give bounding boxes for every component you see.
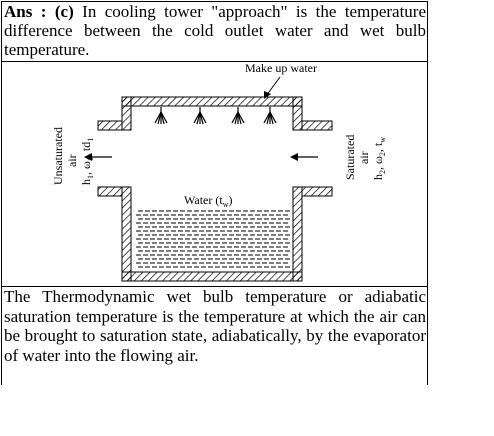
inlet-air-subtitle: air — [65, 154, 79, 167]
cooling-tower-diagram — [0, 61, 428, 286]
inlet-air-title: Unsaturated — [51, 127, 65, 185]
answer-paragraph — [4, 2, 426, 59]
outlet-air-arrow — [290, 153, 318, 161]
answer-option: (c) — [54, 2, 74, 21]
water-body — [136, 211, 290, 267]
makeup-water-pointer — [264, 77, 280, 99]
spray-nozzle — [264, 107, 276, 124]
tower-top-hood — [98, 97, 332, 130]
outlet-air-state: $h_2$, $\omega_2$, $t_w$ — [371, 136, 387, 180]
spray-nozzle — [155, 107, 167, 124]
makeup-water-label: Make up water — [245, 61, 317, 75]
spray-nozzles — [155, 107, 276, 124]
definition-paragraph: The Thermodynamic wet bulb temperature or adiabatic saturation temperature is the temperature at which the air can be brought to saturation state, adiabatically, by the evaporator of water into the flowing air. — [4, 287, 426, 365]
outlet-air-subtitle: air — [357, 151, 371, 164]
inlet-air-state: $h_1$, $\omega_1$, $td_1$ — [79, 137, 95, 185]
answer-colon: : — [40, 2, 47, 21]
spray-nozzle — [194, 107, 206, 124]
water-label: Water $(t_w)$ — [184, 193, 233, 209]
answer-text: In cooling tower "approach" is the temperature difference between the cold outlet water and wet bulb temperature. — [4, 2, 426, 59]
answer-label: Ans — [4, 2, 33, 21]
spray-nozzle — [232, 107, 244, 124]
outlet-air-title: Saturated — [343, 134, 357, 180]
